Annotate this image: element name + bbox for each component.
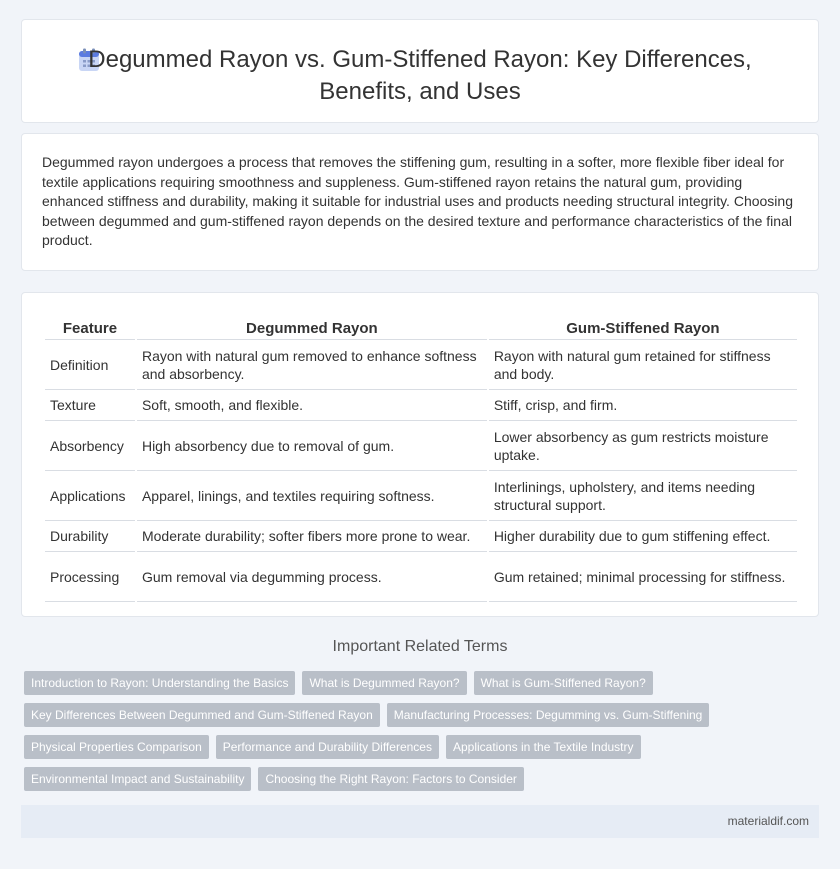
table-cell-feature: Texture: [45, 390, 135, 421]
table-cell-gum-stiffened: Higher durability due to gum stiffening effect.: [489, 521, 797, 552]
column-header-gum-stiffened: Gum-Stiffened Rayon: [489, 314, 797, 340]
related-tag[interactable]: What is Degummed Rayon?: [302, 671, 466, 695]
related-tags-row: [24, 703, 709, 727]
table-cell-degummed: Apparel, linings, and textiles requiring softness.: [137, 471, 487, 521]
table-cell-feature: Applications: [45, 471, 135, 521]
related-tag[interactable]: Choosing the Right Rayon: Factors to Consider: [258, 767, 523, 791]
title-card: [21, 19, 819, 123]
related-tag[interactable]: Introduction to Rayon: Understanding the Basics: [24, 671, 295, 695]
table-cell-gum-stiffened: Rayon with natural gum retained for stiffness and body.: [489, 340, 797, 390]
table-cell-gum-stiffened: Stiff, crisp, and firm.: [489, 390, 797, 421]
table-cell-feature: Absorbency: [45, 421, 135, 471]
related-terms-heading: Important Related Terms: [332, 638, 508, 655]
table-header-row: [45, 314, 797, 340]
table-cell-degummed: Soft, smooth, and flexible.: [137, 390, 487, 421]
page-title: Degummed Rayon vs. Gum-Stiffened Rayon: Key Differences, Benefits, and Uses: [88, 46, 752, 105]
table-cell-feature: Processing: [45, 552, 135, 602]
table-cell-feature: Durability: [45, 521, 135, 552]
comparison-table: [43, 314, 799, 602]
table-row: [45, 340, 797, 390]
table-cell-gum-stiffened: Gum retained; minimal processing for stiffness.: [489, 552, 797, 602]
footer-site-link[interactable]: materialdif.com: [727, 814, 809, 828]
related-tag[interactable]: Environmental Impact and Sustainability: [24, 767, 251, 791]
comparison-table-card: [21, 292, 819, 617]
table-cell-gum-stiffened: Interlinings, upholstery, and items needing structural support.: [489, 471, 797, 521]
table-cell-degummed: High absorbency due to removal of gum.: [137, 421, 487, 471]
related-tag[interactable]: Manufacturing Processes: Degumming vs. Gum-Stiffening: [387, 703, 710, 727]
related-tag[interactable]: Physical Properties Comparison: [24, 735, 209, 759]
table-row: [45, 421, 797, 471]
table-row: [45, 471, 797, 521]
table-row: [45, 521, 797, 552]
table-cell-degummed: Moderate durability; softer fibers more prone to wear.: [137, 521, 487, 552]
table-cell-gum-stiffened: Lower absorbency as gum restricts moisture uptake.: [489, 421, 797, 471]
related-tags-row: [24, 735, 641, 759]
related-tag[interactable]: Performance and Durability Differences: [216, 735, 439, 759]
intro-card: [21, 133, 819, 271]
footer: [21, 805, 819, 838]
table-cell-degummed: Rayon with natural gum removed to enhance softness and absorbency.: [137, 340, 487, 390]
related-tags-row: [24, 767, 524, 791]
related-tags-row: [24, 671, 653, 695]
table-row: [45, 552, 797, 602]
column-header-degummed: Degummed Rayon: [137, 314, 487, 340]
related-tag[interactable]: What is Gum-Stiffened Rayon?: [474, 671, 653, 695]
related-tag[interactable]: Key Differences Between Degummed and Gum-Stiffened Rayon: [24, 703, 380, 727]
related-tag[interactable]: Applications in the Textile Industry: [446, 735, 641, 759]
table-cell-feature: Definition: [45, 340, 135, 390]
table-cell-degummed: Gum removal via degumming process.: [137, 552, 487, 602]
column-header-feature: Feature: [45, 314, 135, 340]
table-row: [45, 390, 797, 421]
intro-paragraph: Degummed rayon undergoes a process that removes the stiffening gum, resulting in a softer, more flexible fiber ideal for textile applications requiring smoothness and suppleness. Gum-stiffened rayon retains the natural gum, providing enhanced stiffness and durability, making it suitable for industrial uses and products needing structural integrity. Choosing between degummed and gum-stiffened rayon depends on the desired texture and performance characteristics of the final product.: [42, 154, 793, 248]
